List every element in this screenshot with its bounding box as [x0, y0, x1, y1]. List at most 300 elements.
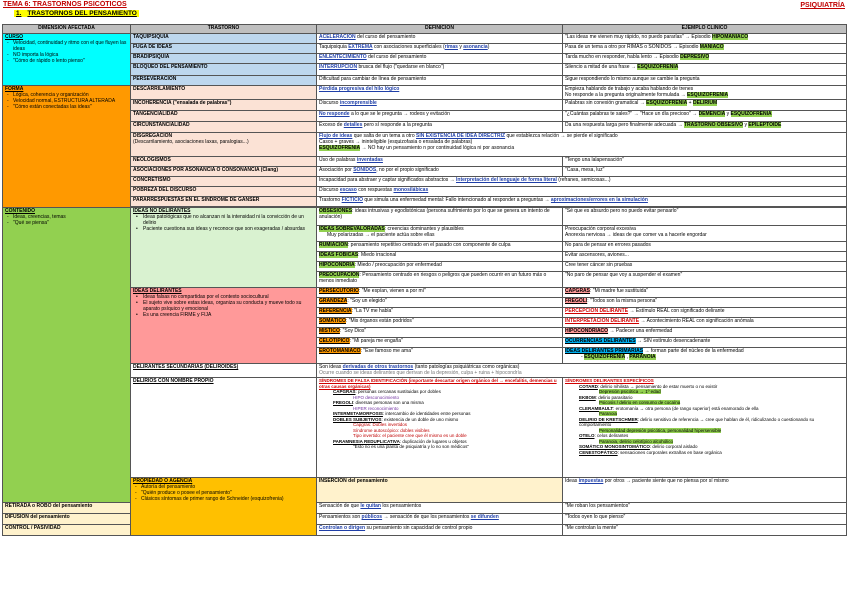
diagnosis-tag: ESQUIZOFRENIA [637, 64, 679, 70]
subject-label: PSIQUIATRÍA [800, 2, 845, 9]
dimension-forma [3, 86, 131, 208]
definition [317, 44, 563, 54]
list-item: - "Quién produce o posee el pensamiento" [133, 490, 314, 496]
definition-text: y [457, 44, 464, 50]
definition [317, 34, 563, 44]
keyword: le quitan [360, 503, 381, 509]
example-text: "¿Cuántas palabras te sales?" → "Hace un día precioso" → [565, 111, 699, 117]
definition [317, 64, 563, 76]
definition-text: : "Mi pareja me engaña" [349, 338, 403, 344]
diagnosis-tag: ESQUIZOFRENIA [646, 100, 688, 106]
list-item: Capgras: Dobles invertidos [353, 422, 408, 427]
definition [317, 133, 847, 157]
definition [317, 187, 847, 197]
example [563, 318, 847, 328]
section-subtitle-text: TRASTORNOS DEL PENSAMIENTO [27, 10, 137, 17]
definition-text: que simula una enfermedad mental: Fallo intencionado al responder a preguntas → [363, 197, 551, 203]
keyword: EXTREMA [348, 44, 373, 50]
disorder-name [131, 133, 317, 157]
definition-text: : delirio corporal aislado [649, 444, 698, 449]
diagnosis-tag: ESQUIZOFRENIA [687, 92, 729, 98]
keyword: PARAMNESIA REDUPLICATIVA [333, 438, 400, 444]
table-row [3, 525, 847, 536]
dimension-title: PROPIEDAD O AGENCIA [133, 478, 193, 484]
disorder-title: IDEAS NO DELIRANTES [133, 208, 191, 214]
name-list [565, 384, 844, 456]
definition-text: : Miedo / preocupación por enfermedad [354, 262, 442, 268]
disorder-notes [133, 214, 314, 232]
disorder-name [131, 364, 317, 378]
example-text: "Las ideas me vienen muy rápido, no puedo pararlas" → Episodio [565, 34, 712, 40]
definition-text: : Pensamiento centrado en riesgos o peligros que pueden ocurrir en un futuro más o menos inmediato [319, 272, 547, 284]
disorder-name: CIRCUNSTANCIALIDAD [131, 122, 317, 133]
example [563, 64, 847, 76]
keyword: PERCEPCIÓN DELIRANTE [565, 308, 629, 314]
table-row [3, 86, 847, 100]
list-item: • Ideas falsas no compartidas por el contexto sociocultural [133, 294, 314, 300]
table-header-row [3, 25, 847, 34]
diagnosis-tag: ESQUIZOFRENIA [319, 145, 361, 151]
keyword: EKBOM [579, 394, 596, 400]
definition [317, 197, 847, 207]
example-text: + [687, 100, 693, 106]
definition-text: con respuestas [356, 187, 394, 193]
list-item: - Autoría del pensamiento [133, 484, 314, 490]
keyword: IDEAS SOBREVALORADAS [319, 226, 385, 232]
disorder-name: PARARRESPUESTAS EN EL SÍNDROME DE GANSER [131, 197, 317, 207]
definition [317, 364, 847, 378]
keyword: monosilábicas [393, 187, 429, 193]
table-row [3, 514, 847, 525]
definition-text: Trastorno [319, 197, 342, 203]
keyword: GRANDEZA [319, 298, 348, 304]
definition [317, 111, 563, 122]
disorder-name: ASOCIACIONES POR ASONANCIA O CONSONANCIA (Clang) [131, 167, 317, 177]
diagnosis-tag: DEPRESIVO [680, 54, 710, 60]
list-item: HIPO desconocimiento [353, 394, 400, 400]
example [563, 34, 847, 44]
list-item: • Paciente cuestiona sus ideas y reconoce que son exageradas / absurdas [133, 226, 314, 232]
disorder-name: INSERCIÓN del pensamiento [317, 478, 563, 503]
definition-text: : "Ese famoso me ama" [360, 348, 413, 354]
definition-text: : erotomanía → otra persona (de rango superior) está enamorado de ella [613, 405, 759, 411]
col-header-definition: DEFINICIÓN [317, 25, 563, 34]
example: Evitar ascensores, aviones... [563, 252, 847, 262]
definition-text: del curso del pensamiento [355, 34, 416, 40]
example [563, 288, 847, 298]
definition-text: : delirio nihilista → pensamiento de estar muerto o no existir [597, 383, 718, 389]
definition-text: a lo que se le pregunta → rodeos y evitación [349, 111, 450, 117]
section-subtitle [14, 10, 139, 17]
keyword: asonancia [463, 44, 488, 50]
definition-text: pero sí responde a la pregunta [362, 122, 432, 128]
col-header-dimension: DIMENSIÓN AFECTADA [3, 25, 131, 34]
keyword: PREOCUPACIÓN [319, 272, 360, 278]
name-list [319, 389, 560, 450]
example: "Sé que es absurdo pero no puedo evitar pensarlo" [563, 208, 847, 226]
dimension-title: FORMA [5, 86, 24, 92]
definition-text: Casos + graves → ininteligible (esquizofasia o ensalada de palabras) [319, 139, 473, 145]
list-item: • Es una creencia FIRME y FIJA [133, 312, 314, 318]
disorder-name [131, 208, 317, 288]
diagnosis-tag: Paranoia, delirio celotípico alcohólico [599, 438, 674, 444]
example-text: Pasa de un tema a otro por RIMAS o SONIDOS → Episodio [565, 44, 700, 50]
example-text: → Estímulo REAL con significado delirante [628, 308, 725, 314]
diagnosis-tag: TRASTORNO OBSESIVO [683, 122, 744, 128]
disorder-name [131, 378, 317, 478]
definition-text: los pensamientos [380, 503, 422, 509]
dimension-items [5, 40, 128, 64]
example-text: → forman parte del núcleo de la enfermedad [643, 348, 744, 354]
definition [317, 100, 563, 111]
disorder-name: PERSEVERACIÓN [131, 76, 317, 86]
example: "Tengo una lalapensación" [563, 157, 847, 167]
example [563, 338, 847, 348]
dimension-items [5, 92, 128, 110]
keyword: SOMÁTICO MONOSINTOMÁTICO [579, 444, 650, 449]
dimension-items [133, 484, 314, 502]
disorder-name: BRADIPSIQUIA [131, 54, 317, 64]
example [563, 86, 847, 100]
disorder-name: CONCRETISMO [131, 177, 317, 187]
definition [317, 338, 563, 348]
disorder-name: FUGA DE IDEAS [131, 44, 317, 54]
keyword: MÍSTICO [319, 328, 340, 334]
definition-text: : "Soy un elegido" [347, 298, 387, 304]
keyword: DELIRIO DE KRETSCHMER [579, 416, 638, 422]
keyword: ACELERACIÓN [319, 34, 356, 40]
theme-title: TEMA 6: TRASTORNOS PSICÓTICOS [3, 1, 127, 8]
keyword: aproximaciones/errores en la simulación [550, 197, 648, 203]
definition-text: : "La TV me habla" [351, 308, 394, 314]
diagnosis-tag: EPILEPTOIDE [748, 122, 782, 128]
disorder-name: DESCARRILAMIENTO [131, 86, 317, 100]
list-item: - Lógica, coherencia y organización [5, 92, 128, 98]
list-item: - "Cómo están conectadas las ideas" [5, 104, 128, 110]
definition-text: su pensamiento sin capacidad de control propio [365, 525, 473, 531]
keyword: HIPOCONDRÍA [319, 262, 355, 268]
definition-text: : intercambio de identidades entre personas [382, 411, 471, 416]
definition [317, 86, 563, 100]
list-item: - Clásicos síntomas de primer rango de Schneider (esquizofrenia) [133, 496, 314, 502]
diagnosis-tag: MANÍACO [699, 44, 724, 50]
table-row [3, 503, 847, 514]
definition [317, 242, 563, 252]
disorder-name: INCOHERENCIA ("ensalada de palabras") [131, 100, 317, 111]
definition-text: : "Soy Dios" [339, 328, 367, 334]
definition [317, 167, 563, 177]
diagnosis-tag: ESQUIZOFRENIA [730, 111, 772, 117]
definition-text: Uso de palabras [319, 157, 357, 163]
example-text: y [725, 111, 731, 117]
example-text: Tarda mucho en responder, habla lento → Episodio [565, 54, 681, 60]
definition [317, 525, 563, 536]
list-item: Tipo invertido: el paciente cree que él mismo es un doble [353, 433, 467, 438]
definition [317, 514, 563, 525]
example-text: Anorexia nerviosa → ideas de que comer va a hacerle engordar [565, 232, 707, 238]
example [563, 54, 847, 64]
example: "Casa, mesa, luz" [563, 167, 847, 177]
example-text: → SIN estímulo desencadenante [635, 338, 711, 344]
definition-text: del curso del pensamiento [366, 54, 427, 60]
definition-text: : celos delirantes [594, 433, 629, 438]
diagnosis-tag: Personalidad depresión psicótica, personalidad hipersensible [599, 427, 722, 433]
definition-text: : pensamiento repetitivo centrado en el pasado con componente de culpa [347, 242, 511, 248]
definition [317, 54, 563, 64]
keyword: OCURRENCIAS DELIRANTES [565, 338, 636, 344]
keyword: detalles [343, 122, 363, 128]
disorders-table [2, 24, 847, 536]
definition-text: : sensaciones corporales extrañas en base orgánica [617, 449, 722, 455]
definition-text: Sensación de que [319, 503, 361, 509]
definition [317, 208, 563, 226]
definition-text: (tanto patologías psiquiátricas como orgánicas) [413, 364, 520, 370]
definition-text: con asociaciones superficiales ( [372, 44, 445, 50]
definition [317, 177, 847, 187]
keyword: Controlan o dirigen [319, 525, 366, 531]
disorder-subtitle: (Descarrilamiento, asociaciones laxas, paralogias...) [133, 139, 249, 145]
keyword: EROTOMANÍACO [319, 348, 361, 354]
keyword: FREGOLI [333, 400, 353, 405]
keyword: incomprensible [339, 100, 377, 106]
list-item: Síndrome autoscópico: dobles visibles [353, 427, 430, 433]
definition [317, 348, 563, 364]
definition-text: : "Me espían, vienen a por mí" [358, 288, 426, 294]
definition-text: , no por el propio significado [376, 167, 439, 173]
disorder-name: POBREZA DEL DISCURSO [131, 187, 317, 197]
definition-text: Ocurre cuando se ideas delirantes que derivan de la depresión, culpa + ruina + hipocondría [319, 370, 522, 376]
diagnosis-tag: PARANOIA [629, 354, 656, 360]
diagnosis-tag: Paranoia [599, 411, 618, 416]
keyword: COTARD [579, 383, 598, 389]
example-text: : "Todos son la misma persona" [587, 298, 658, 304]
disorder-title: IDEAS DELIRANTES [133, 288, 182, 294]
keyword: OTELO [579, 433, 595, 438]
keyword: SONIDOS [353, 167, 377, 173]
definition [317, 262, 563, 272]
keyword: DOBLES SUBJETIVOS [333, 416, 382, 422]
diagnosis-tag: ESQUIZOFRENIA [584, 354, 626, 360]
section-number: 1. [16, 10, 22, 17]
definition [317, 378, 563, 478]
dimension-items [5, 214, 128, 226]
keyword: REFERENCIA [319, 308, 352, 314]
keyword: derivadas de otros trastornos [342, 364, 414, 370]
keyword: INTERMETAMORFOSIS [333, 411, 383, 416]
definition-text: por otros → paciente siente que no piensa por sí mismo [603, 478, 729, 484]
keyword: No responde [319, 111, 350, 117]
list-item [579, 450, 844, 456]
keyword: SIN EXISTENCIA DE IDEA DIRECTRIZ [416, 133, 506, 139]
keyword: CELOTÍPICO [319, 338, 350, 344]
definition-text: (refranes, semicosas...) [556, 177, 611, 183]
keyword: impuestas [578, 478, 604, 484]
example-text: Da una respuesta larga pero finalmente adecuada → [565, 122, 684, 128]
disorder-name [131, 288, 317, 364]
example: "No paro de pensar que voy a suspender el examen" [563, 272, 847, 288]
definition-text: Taquipsiquia [319, 44, 349, 50]
definition-text: Discurso [319, 100, 340, 106]
example: No para de pensar en errores pasados [563, 242, 847, 252]
example: IDEAS DELIRANTES PRIMARIAS → forman parte del núcleo de la enfermedad - ESQUIZOFRENIA , PARANOIA [563, 348, 847, 364]
definition-text: : Miedo irracional [358, 252, 397, 258]
definition-text: → sensación de que los pensamientos [382, 514, 471, 520]
example [563, 298, 847, 308]
example-text: y [743, 122, 749, 128]
disorder-name: BLOQUEO DEL PENSAMIENTO [131, 64, 317, 76]
keyword: CAPGRAS [333, 389, 356, 394]
dimension-contenido [3, 208, 131, 503]
definition-text: : delirio parasitario [595, 394, 633, 400]
disorder-title: DELIRIOS CON NOMBRE PROPIO [133, 378, 214, 384]
keyword: INTERRUPCIÓN [319, 64, 358, 70]
table-row [3, 208, 847, 226]
keyword: ENLENTECIMIENTO [319, 54, 367, 60]
disorder-name: CONTROL / PASIVIDAD [3, 525, 131, 536]
definition-text: : diversas personas son una misma [353, 400, 424, 405]
dimension-title: CURSO [5, 34, 24, 40]
list-item: - NO importa la lógica [5, 52, 128, 58]
definition [317, 157, 563, 167]
definition-text: : creencias dominantes y plausibles [384, 226, 464, 232]
example: "Todos oyen lo que pienso" [563, 514, 847, 525]
list-item: • El sujeto vive sobre estas ideas, organiza su conducta y mueve todo su aparato psíquico y emocional [133, 300, 314, 312]
diagnosis-tag: DELIRIUM [692, 100, 718, 106]
keyword: CLERAMBAULT [579, 405, 614, 411]
example-text: Palabras sin conexión gramatical → [565, 100, 647, 106]
list-item: - "Qué se piensa" [5, 220, 128, 226]
list-item: - Ideas, creencias, temas [5, 214, 128, 220]
example [563, 44, 847, 54]
disorder-title: DELIRANTES SECUNDARIAS (DELIROIDES) [133, 364, 239, 370]
col-header-disorder: TRASTORNO [131, 25, 317, 34]
disorder-name: RETIRADA o ROBO del pensamiento [3, 503, 131, 514]
definition [317, 288, 563, 298]
keyword: escaso [339, 187, 357, 193]
example: Sigue respondiendo lo mismo aunque se cambie la pregunta [563, 76, 847, 86]
definition-text: : duplicación de lugares u objetos [399, 438, 467, 444]
disorder-name: NEOLOGISMOS [131, 157, 317, 167]
definition-text: Asociación por [319, 167, 354, 173]
list-item: - "Cómo de rápido o lento pienso" [5, 58, 128, 64]
definition-text: : ideas intrusivas y egodistónicas (persona sufrimiento por lo que se genera un intento de anulación) [319, 208, 550, 220]
diagnosis-tag: Psicosis / delirio en consumo de cocaína [599, 400, 681, 405]
definition-text: que establezca relación → se pierde el significado [505, 133, 618, 139]
example-text: → Padecer una enfermedad [608, 328, 673, 334]
example [563, 100, 847, 111]
keyword: INTERPRETACIÓN DELIRANTE [565, 318, 640, 324]
keyword: Flujo de ideas [319, 133, 353, 139]
definition-text: brusca del flujo ("quedarse en blanco") [357, 64, 445, 70]
keyword: OBSESIONES [319, 208, 353, 214]
definition-text: Ideas [565, 478, 579, 484]
example: "Me roban los pensamientos" [563, 503, 847, 514]
diagnosis-tag: DEMENCIA [698, 111, 726, 117]
list-item: - Velocidad, continuidad y ritmo con el que fluyen las ideas [5, 40, 128, 52]
keyword: HIPOCONDRÍACO [565, 328, 609, 334]
list-item: HIPER reconocimiento [353, 405, 399, 411]
example-text: Preocupación corporal excesiva [565, 226, 636, 232]
list-heading: SÍNDROMES DE FALSA IDENTIFICACIÓN (importante descartar origen orgánico del → encefalitis, demencias u otras causas orgánicas) [319, 378, 557, 389]
keyword: Pérdida progresiva del hilo lógico [319, 86, 400, 92]
disorder-name: DIFUSIÓN del pensamiento [3, 514, 131, 525]
keyword: IDEAS DELIRANTES PRIMARIAS [565, 348, 644, 354]
keyword: inventadas [356, 157, 383, 163]
definition [317, 226, 563, 242]
disorder-title: DISGREGACIÓN [133, 133, 173, 139]
definition [317, 503, 563, 514]
diagnosis-tag: Depresión psicótica → 1º edad [599, 389, 661, 394]
example-text: : "Mi madre fue sustituida" [590, 288, 649, 294]
example-text: No responde a la pregunta originalmente formulada → [565, 92, 688, 98]
example [563, 226, 847, 242]
disorder-notes [133, 294, 314, 318]
keyword: FICTICIO [341, 197, 363, 203]
col-header-example: EJEMPLO CLÍNICO [563, 25, 847, 34]
definition [317, 328, 563, 338]
definition-text: que salta de un tema a otro [352, 133, 416, 139]
definition [317, 252, 563, 262]
example-text: Empieza hablando de trabajo y acaba hablando de trenes [565, 86, 694, 92]
dimension-title: CONTENIDO [5, 208, 35, 214]
list-item: • Ideas patológicas que no alcanzan ni la intensidad ni la convicción de un delirio [133, 214, 314, 226]
example [563, 378, 847, 478]
keyword: IDEAS FÓBICAS [319, 252, 359, 258]
keyword: CAPGRAS [565, 288, 591, 294]
example-text: → Acontecimiento REAL con significación anómala [639, 318, 754, 324]
definition-text: Muy polarizadas → el paciente actúa sobre ellas [327, 232, 435, 238]
definition-text: : delirio sensitivo de referencia → cree que hablan de él, ridiculizando o cuestionando su comportamiento [579, 416, 815, 427]
definition-text: → NO hay un pensamiento n por continuidad lógica ni por asonancia [360, 145, 515, 151]
definition-text: Son ideas [319, 364, 343, 370]
disorder-name: TANGENCIALIDAD [131, 111, 317, 122]
definition-text: Incapacidad para abstraer y captar significados abstractos → [319, 177, 457, 183]
keyword: Interpretación del lenguaje de forma literal [456, 177, 557, 183]
example-text: Silencio a mitad de una frase → [565, 64, 638, 70]
definition-text: : "Mis órganos están podridos" [345, 318, 414, 324]
definition-text: ) [487, 44, 490, 50]
list-item: "Esto no es una planta de psiquiatría y lo no son médicos" [353, 444, 470, 449]
example [563, 328, 847, 338]
example [563, 308, 847, 318]
definition: Dificultad para cambiar de línea de pensamiento [317, 76, 563, 86]
dimension-propiedad [131, 478, 317, 536]
definition [317, 318, 563, 328]
definition-text: : existencia de un doble de uno mismo [381, 416, 459, 422]
example [563, 122, 847, 133]
example: "Me controlan la mente" [563, 525, 847, 536]
keyword: rimas [444, 44, 458, 50]
keyword: SOMÁTICO [319, 318, 346, 324]
keyword: CENESTOPÁTICO [579, 449, 618, 455]
keyword: PERSECUTORIO [319, 288, 359, 294]
example [563, 111, 847, 122]
document-header [0, 0, 848, 24]
definition [317, 298, 563, 308]
table-row [3, 34, 847, 44]
definition [317, 122, 563, 133]
keyword: FREGOLI [565, 298, 588, 304]
definition-text: Discurso [319, 187, 340, 193]
keyword: se difunden [470, 514, 499, 520]
keyword: RUMIACIÓN [319, 242, 348, 248]
list-item [579, 417, 844, 428]
definition [317, 272, 563, 288]
definition-text: : personas cercanas sustituidas por dobles [355, 389, 441, 394]
list-item: - Velocidad normal, ESTRUCTURA ALTERADA [5, 98, 128, 104]
definition-text: Exceso de [319, 122, 344, 128]
definition [317, 308, 563, 318]
